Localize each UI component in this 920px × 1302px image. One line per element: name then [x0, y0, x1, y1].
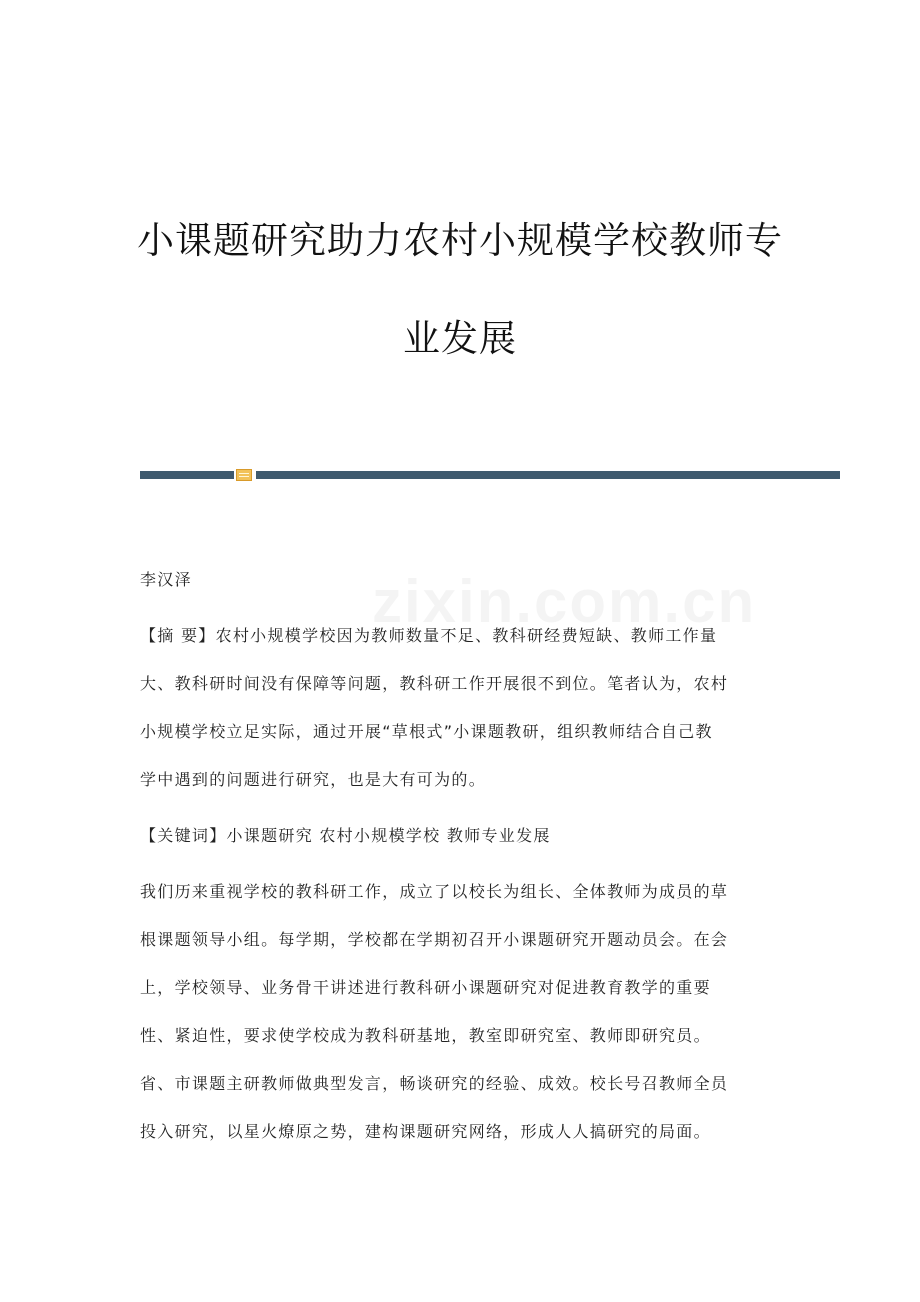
- body-line: 我们历来重视学校的教科研工作，成立了以校长为组长、全体教师为成员的草: [140, 882, 729, 901]
- author: 李汉泽: [140, 570, 192, 589]
- document-title-line-1: 小课题研究助力农村小规模学校教师专: [137, 219, 783, 262]
- abstract-line: 【摘 要】农村小规模学校因为教师数量不足、教科研经费短缺、教师工作量: [140, 626, 718, 645]
- abstract-line: 大、教科研时间没有保障等问题，教科研工作开展很不到位。笔者认为，农村: [140, 674, 729, 693]
- body-line: 投入研究，以星火燎原之势，建构课题研究网络，形成人人搞研究的局面。: [140, 1122, 711, 1141]
- abstract-line: 小规模学校立足实际，通过开展“草根式”小课题教研，组织教师结合自己教: [140, 722, 713, 741]
- body-line: 省、市课题主研教师做典型发言，畅谈研究的经验、成效。校长号召教师全员: [140, 1074, 729, 1093]
- keywords: 【关键词】小课题研究 农村小规模学校 教师专业发展: [140, 826, 551, 845]
- body-line: 根课题领导小组。每学期，学校都在学期初召开小课题研究开题动员会。在会: [140, 930, 729, 949]
- divider-envelope-icon: [236, 469, 252, 481]
- body-line: 性、紧迫性，要求使学校成为教科研基地，教室即研究室、教师即研究员。: [140, 1026, 711, 1045]
- body-line: 上，学校领导、业务骨干讲述进行教科研小课题研究对促进教育教学的重要: [140, 978, 711, 997]
- abstract-line: 学中遇到的问题进行研究，也是大有可为的。: [140, 770, 487, 789]
- document-title-line-2: 业发展: [403, 317, 517, 360]
- title-divider: [140, 471, 840, 479]
